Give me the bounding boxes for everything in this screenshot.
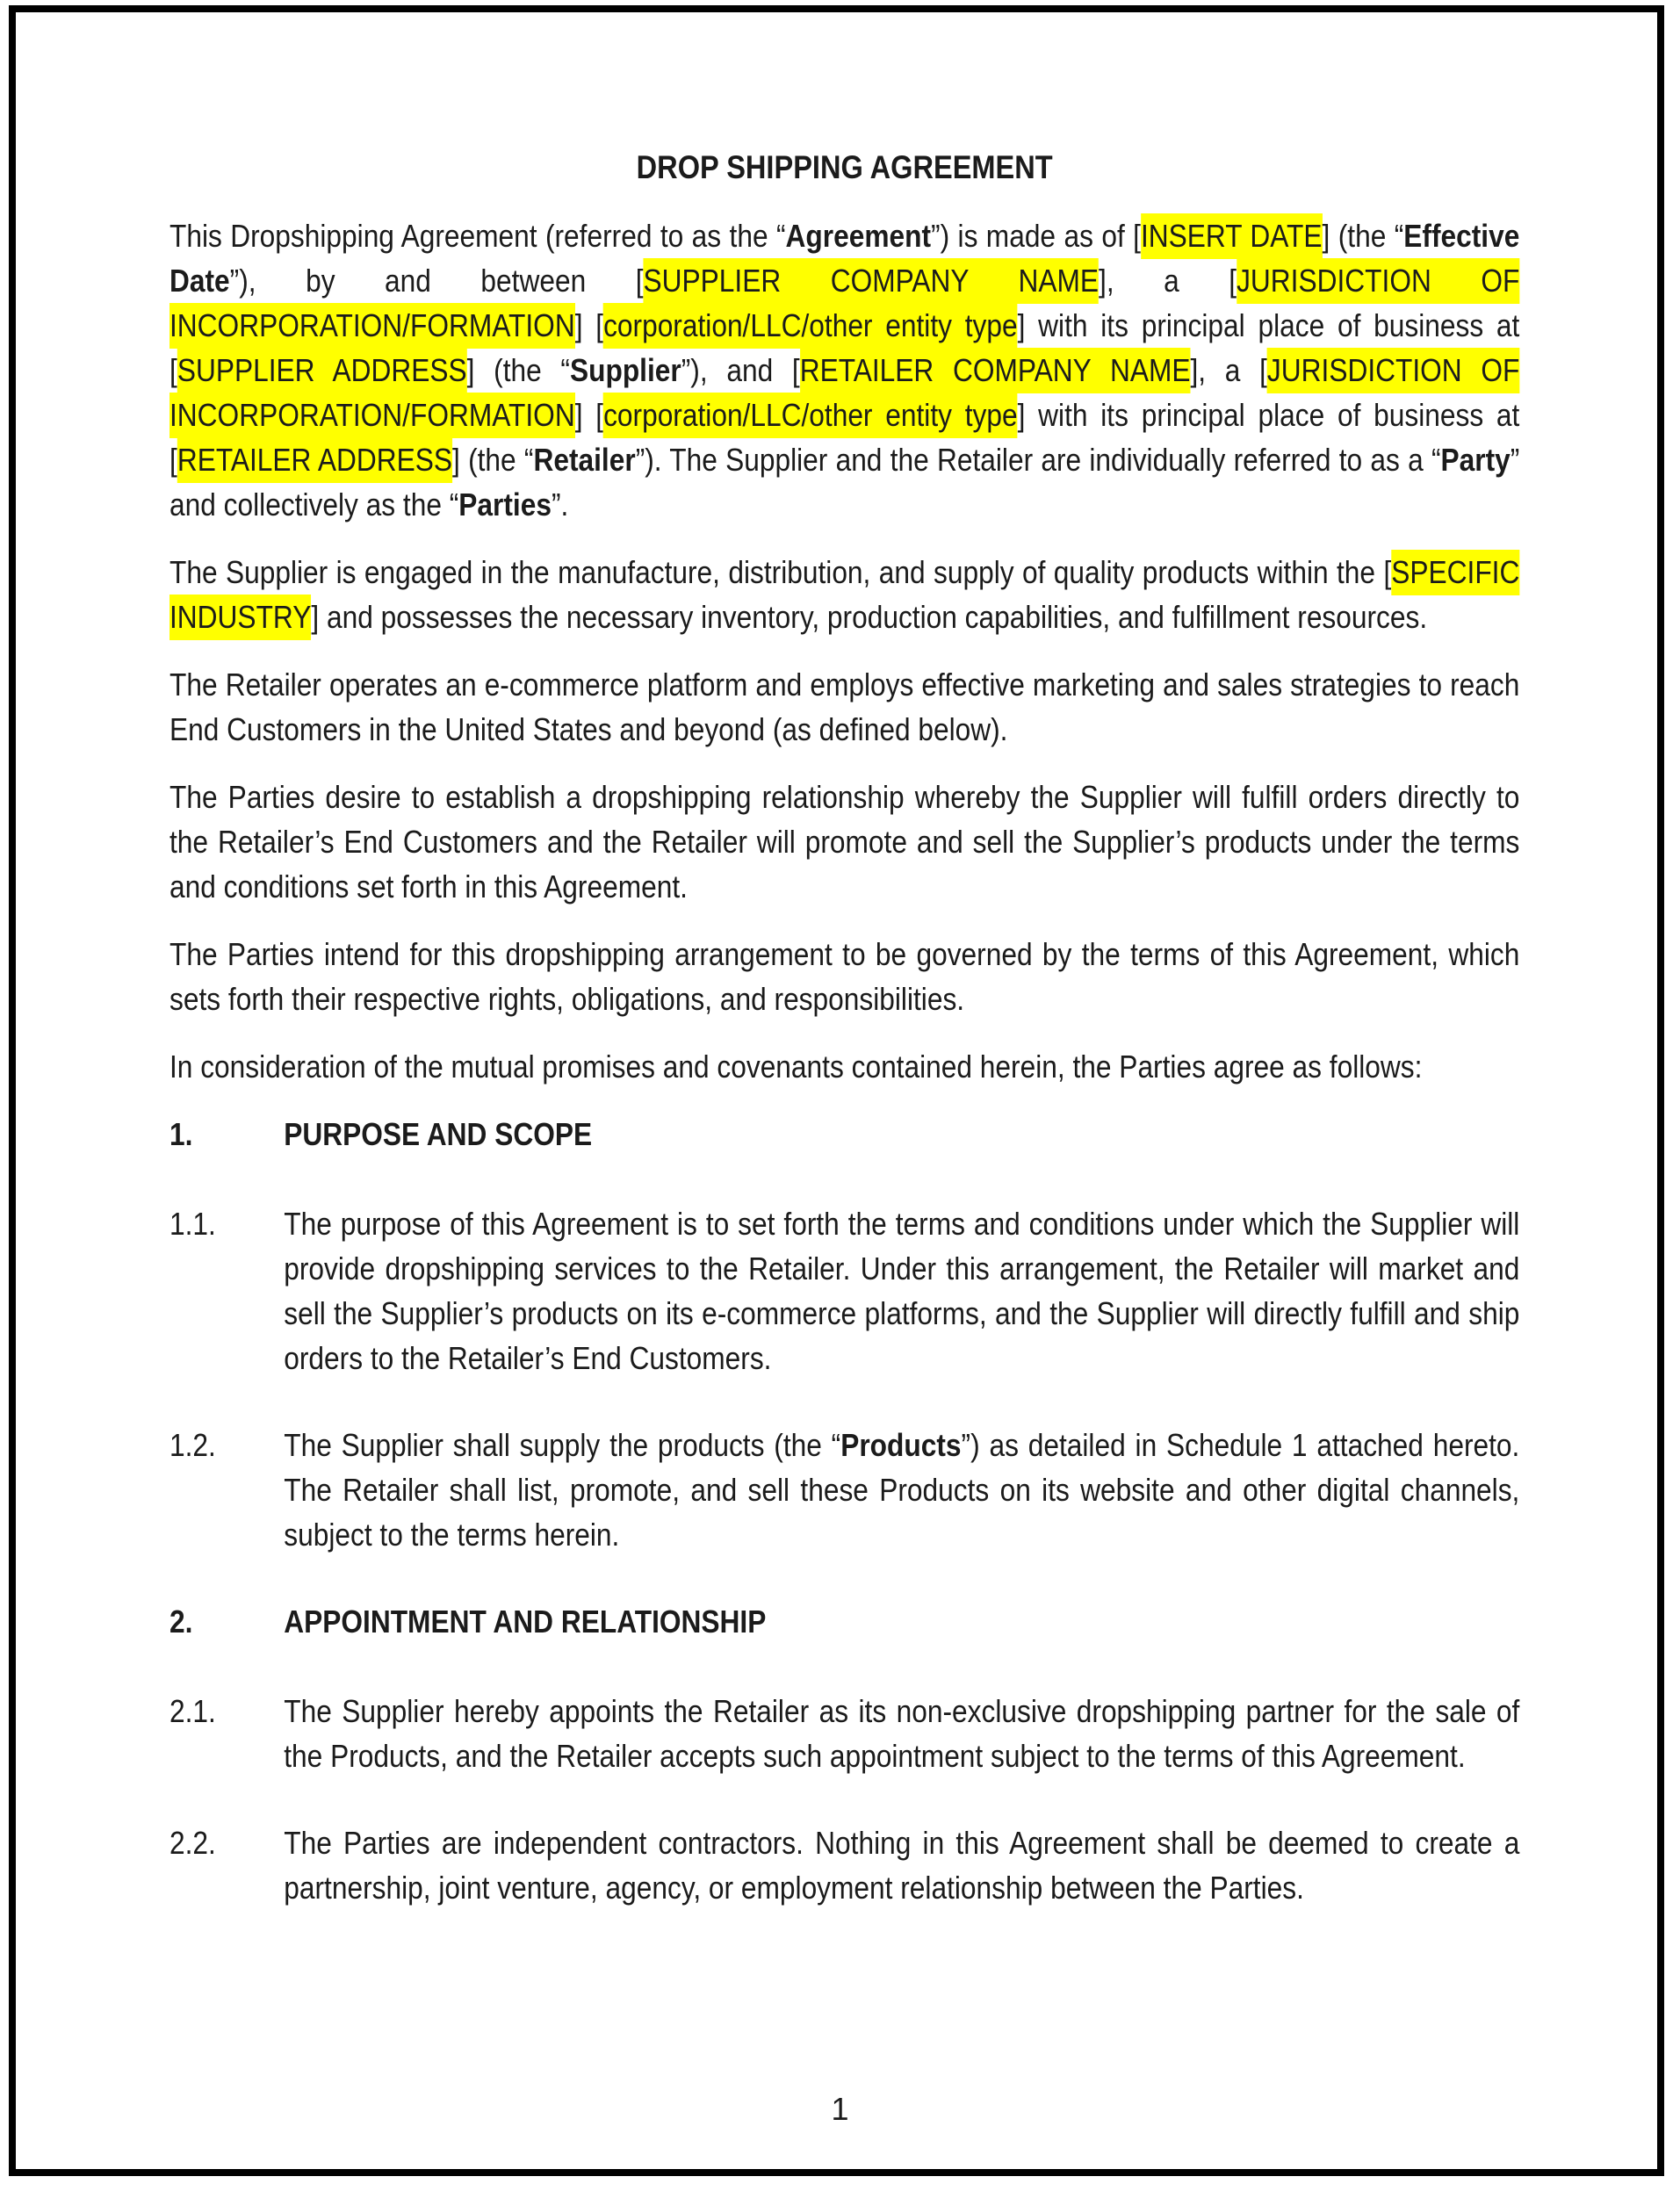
highlighted-placeholder: JURISDICTION OF INCORPORATION/FORMATION [169, 348, 1519, 438]
text-run: The Supplier hereby appoints the Retailer as its non-exclusive dropshipping partner for the sale of the Products, and the Retailer accepts such appointment subject to the terms of this Agreement. [284, 1693, 1520, 1774]
text-run: The Supplier is engaged in the manufacture, distribution, and supply of quality products within the [ [169, 554, 1392, 590]
text-run: ] and possesses the necessary inventory, production capabilities, and fulfillment resources. [311, 599, 1428, 635]
section-heading-label: APPOINTMENT AND RELATIONSHIP [284, 1604, 767, 1640]
text-run: The Parties are independent contractors. Nothing in this Agreement shall be deemed to create a partnership, joint venture, agency, or employment relationship between the Parties. [284, 1825, 1520, 1906]
clause-text [284, 1693, 1519, 1774]
clause-item [169, 1820, 1519, 1910]
section-heading [169, 1599, 1519, 1644]
clause-text [284, 1825, 1519, 1906]
text-run: ”), and [ [681, 352, 800, 388]
text-run: ], a [ [1190, 352, 1267, 388]
section-number: 2. [169, 1604, 193, 1640]
text-run: The purpose of this Agreement is to set forth the terms and conditions under which the Supplier will provide dropshipping services to the Retailer. Under this arrangement, the Retailer will market and sell the Supplier’s products on its e-commerce platforms, and the Supplier will directly fulfill and ship orders to the Retailer’s End Customers. [284, 1206, 1520, 1376]
highlighted-placeholder: SUPPLIER ADDRESS [177, 348, 467, 393]
text-run: The Supplier shall supply the products (the “ [284, 1427, 841, 1463]
highlighted-placeholder: corporation/LLC/other entity type [603, 393, 1018, 438]
clause-item [169, 1201, 1519, 1380]
text-run: ], a [ [1099, 263, 1237, 299]
highlighted-placeholder: JURISDICTION OF INCORPORATION/FORMATION [169, 258, 1519, 349]
intro-paragraph [169, 662, 1519, 752]
highlighted-placeholder: INSERT DATE [1141, 213, 1323, 259]
text-run: The Parties desire to establish a dropshipping relationship whereby the Supplier will fulfill orders directly to the Retailer’s End Customers and the Retailer will promote and sell the Supplier’s products under the terms and conditions set forth in this Agreement. [169, 779, 1520, 905]
section-heading-label: PURPOSE AND SCOPE [284, 1116, 593, 1152]
text-run: ”) as detailed in Schedule 1 attached hereto. The Retailer shall list, promote, and sell these Products on its website and other digital channels, subject to the terms herein. [284, 1427, 1520, 1553]
text-run: ”), by and between [ [229, 263, 644, 299]
text-run: The Retailer operates an e-commerce platform and employs effective marketing and sales strategies to reach End Customers in the United States and beyond (as defined below). [169, 667, 1520, 747]
highlighted-placeholder: RETAILER COMPANY NAME [800, 348, 1191, 393]
highlighted-placeholder: SUPPLIER COMPANY NAME [644, 258, 1100, 304]
highlighted-placeholder: RETAILER ADDRESS [177, 437, 452, 483]
section-heading [169, 1112, 1519, 1157]
text-run: Party [1440, 442, 1511, 478]
document-title: DROP SHIPPING AGREEMENT [636, 149, 1053, 185]
section-number: 1. [169, 1116, 193, 1152]
page-number: 1 [831, 2091, 849, 2127]
clause-number: 1.1. [169, 1206, 216, 1242]
clause-text [284, 1427, 1519, 1553]
clause-item [169, 1689, 1519, 1778]
intro-paragraph [169, 550, 1519, 639]
highlighted-placeholder: SPECIFIC INDUSTRY [169, 550, 1519, 640]
text-run: ”). The Supplier and the Retailer are individually referred to as a “ [635, 442, 1441, 478]
text-run: ] with its principal place of business at [ [169, 397, 1520, 478]
text-run: ] (the “ [1322, 218, 1404, 254]
text-run: ”. [551, 486, 569, 523]
text-run: ] [ [574, 397, 604, 433]
text-run: Effective Date [169, 218, 1520, 299]
text-run: ] (the “ [466, 352, 570, 388]
document-content [169, 145, 1519, 1952]
text-run: ” and collectively as the “ [169, 442, 1520, 523]
highlighted-placeholder: corporation/LLC/other entity type [603, 303, 1018, 349]
text-run: In consideration of the mutual promises and covenants contained herein, the Parties agree as follows: [169, 1049, 1423, 1085]
clause-number: 1.2. [169, 1427, 216, 1463]
text-run: ] with its principal place of business at [ [169, 307, 1520, 388]
intro-paragraph [169, 1044, 1519, 1089]
text-run: Parties [458, 486, 552, 523]
text-run: Agreement [785, 218, 932, 254]
text-run: This Dropshipping Agreement (referred to as the “ [169, 218, 786, 254]
text-run: ”) is made as of [ [931, 218, 1141, 254]
clause-item [169, 1423, 1519, 1557]
text-run: ] [ [574, 307, 604, 343]
text-run: Products [840, 1427, 962, 1463]
text-run: ] (the “ [452, 442, 534, 478]
intro-paragraph [169, 775, 1519, 909]
text-run: Retailer [533, 442, 636, 478]
clause-number: 2.1. [169, 1693, 216, 1729]
intro-paragraph [169, 213, 1519, 527]
text-run: The Parties intend for this dropshipping arrangement to be governed by the terms of this Agreement, which sets forth their respective rights, obligations, and responsibilities. [169, 936, 1520, 1017]
clause-text [284, 1206, 1519, 1376]
intro-paragraph [169, 932, 1519, 1021]
clause-number: 2.2. [169, 1825, 216, 1861]
text-run: Supplier [569, 352, 681, 388]
